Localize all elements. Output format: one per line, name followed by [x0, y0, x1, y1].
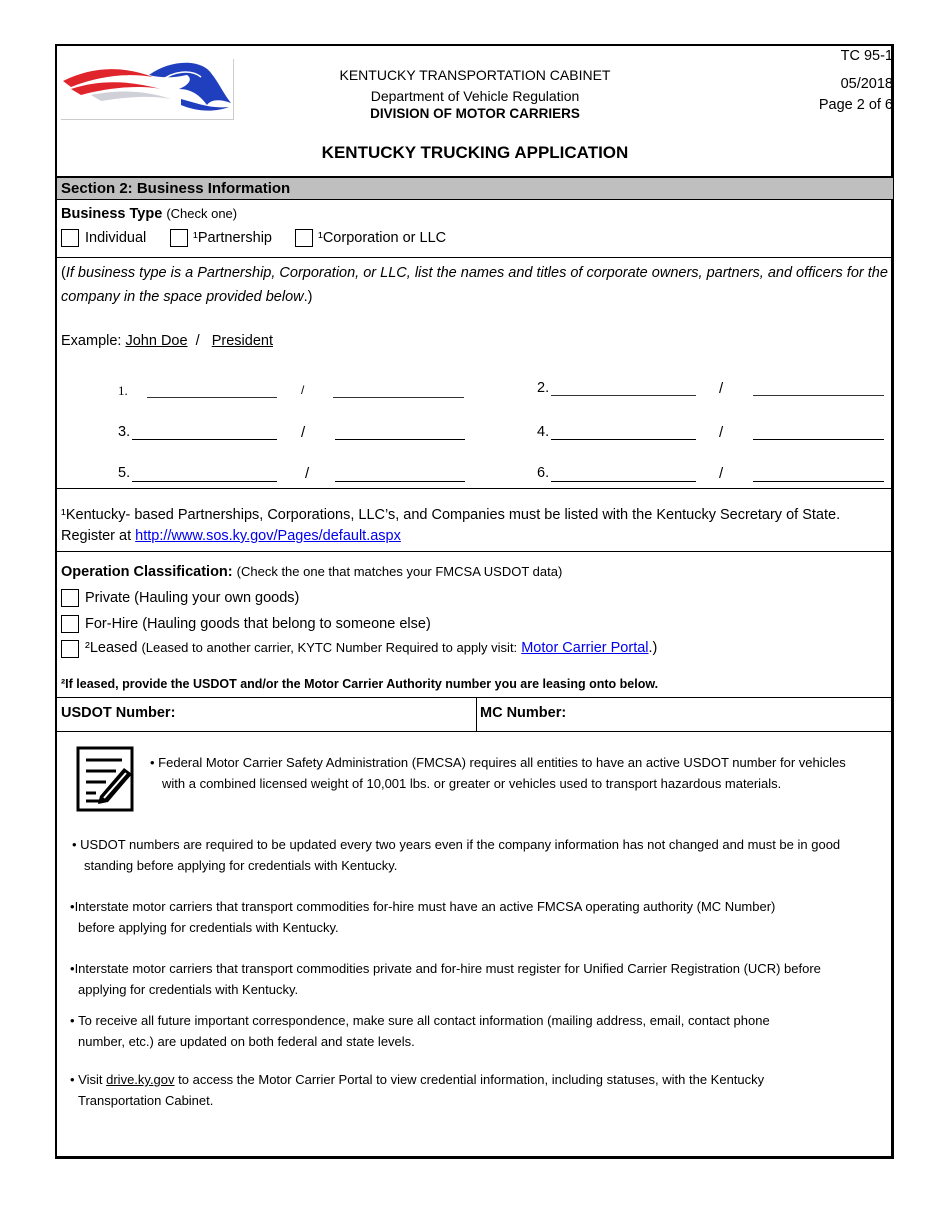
owner-1-title-field[interactable]: [333, 397, 464, 398]
owner-2-slash: /: [719, 380, 724, 397]
note-pencil-icon: [76, 746, 134, 812]
leased-label: ²Leased (Leased to another carrier, KYTC Number Required to apply visit: Motor Carrier Portal.): [85, 640, 658, 656]
owner-2-title-field[interactable]: [753, 395, 884, 396]
business-type-label: Business Type (Check one): [61, 206, 238, 222]
divider: [57, 488, 893, 489]
note-ucr: •Interstate motor carriers that transport commodities private and for-hire must register for Unified Carrier Registration (UCR) before applying for credentials with Kentucky.: [70, 961, 821, 997]
note-interstate-authority: •Interstate motor carriers that transport commodities for-hire must have an active FMCSA operating authority (MC Number) before applying for credentials with Kentucky.: [70, 899, 776, 935]
footnote-2: ²If leased, provide the USDOT and/or the Motor Carrier Authority number you are leasing onto below.: [61, 677, 659, 691]
divider: [476, 697, 477, 731]
note-contact-info: • To receive all future important correspondence, make sure all contact information (mailing address, email, contact phone number, etc.) are updated on both federal and state levels.: [70, 1013, 770, 1049]
owner-5-slash: /: [305, 465, 310, 482]
owner-6-title-field[interactable]: [753, 481, 884, 482]
agency-name: KENTUCKY TRANSPORTATION CABINET: [339, 67, 611, 83]
individual-checkbox[interactable]: [61, 229, 79, 247]
partnership-label: ¹Partnership: [193, 230, 272, 246]
note-fmcsa: • Federal Motor Carrier Safety Administration (FMCSA) requires all entities to have an active USDOT number for vehicles with a combined licensed weight of 10,001 lbs. or greater or vehicles used to transport hazardous materials.: [150, 755, 846, 791]
owner-5-name-field[interactable]: [132, 481, 277, 482]
example-title: President: [211, 333, 273, 349]
motor-carrier-portal-link[interactable]: Motor Carrier Portal: [521, 640, 649, 656]
corporation-llc-checkbox[interactable]: [295, 229, 313, 247]
page-number: Page 2 of 6: [818, 97, 893, 113]
owner-row-2-number: 2.: [537, 380, 550, 396]
owner-instructions: (If business type is a Partnership, Corporation, or LLC, list the names and titles of corporate owners, partners, and officers for the company in the space provided below.): [61, 265, 888, 305]
owner-4-title-field[interactable]: [753, 439, 884, 440]
department-name: Department of Vehicle Regulation: [370, 88, 580, 104]
owner-4-slash: /: [719, 424, 724, 441]
divider: [57, 551, 893, 552]
drive-ky-gov-link[interactable]: drive.ky.gov: [106, 1072, 175, 1087]
footnote-1: ¹Kentucky- based Partnerships, Corporations, LLC’s, and Companies must be listed with the Kentucky Secretary of State. Register at http://www.sos.ky.gov/Pages/default.aspx: [61, 507, 841, 544]
individual-label: Individual: [85, 230, 147, 246]
private-checkbox[interactable]: [61, 589, 79, 607]
owner-3-slash: /: [301, 424, 306, 441]
owner-row-6-number: 6.: [537, 465, 550, 481]
example-name: John Doe: [125, 333, 188, 349]
owner-3-title-field[interactable]: [335, 439, 465, 440]
for-hire-checkbox[interactable]: [61, 615, 79, 633]
corporation-llc-label: ¹Corporation or LLC: [318, 230, 447, 246]
form-title: KENTUCKY TRUCKING APPLICATION: [321, 143, 629, 162]
form-date: 05/2018: [840, 76, 893, 92]
mc-number-field[interactable]: [575, 700, 890, 728]
owner-6-slash: /: [719, 465, 724, 482]
owner-row-3-number: 3.: [118, 424, 131, 440]
for-hire-label: For-Hire (Hauling goods that belong to someone else): [85, 616, 431, 632]
leased-checkbox[interactable]: [61, 640, 79, 658]
example-line: Example: John Doe / President: [61, 333, 273, 349]
owner-6-name-field[interactable]: [551, 481, 696, 482]
partnership-checkbox[interactable]: [170, 229, 188, 247]
section-2-header: [57, 176, 893, 200]
divider: [57, 731, 893, 732]
divider: [57, 697, 893, 698]
mc-number-label: MC Number:: [480, 705, 567, 721]
divider: [57, 257, 893, 258]
note-visit-portal: • Visit drive.ky.gov to access the Motor Carrier Portal to view credential information, including statuses, with the Kentucky Transportation Cabinet.: [70, 1072, 765, 1108]
owner-1-name-field[interactable]: [147, 397, 277, 398]
owner-2-name-field[interactable]: [551, 395, 696, 396]
division-name: DIVISION OF MOTOR CARRIERS: [370, 106, 580, 121]
owner-5-title-field[interactable]: [335, 481, 465, 482]
private-label: Private (Hauling your own goods): [85, 590, 300, 606]
note-usdot-update: • USDOT numbers are required to be updated every two years even if the company information has not changed and must be in good standing before applying for credentials with Kentucky.: [72, 837, 841, 873]
sos-register-link[interactable]: http://www.sos.ky.gov/Pages/default.aspx: [135, 528, 401, 544]
owner-row-1-number: 1.: [118, 383, 128, 398]
owner-3-name-field[interactable]: [132, 439, 277, 440]
form-number: TC 95-1: [840, 48, 893, 64]
operation-classification-label: Operation Classification: (Check the one that matches your FMCSA USDOT data): [61, 564, 563, 580]
section-2-title: Section 2: Business Information: [61, 180, 291, 197]
usdot-number-label: USDOT Number:: [61, 705, 176, 721]
owner-4-name-field[interactable]: [551, 439, 696, 440]
owner-row-5-number: 5.: [118, 465, 131, 481]
owner-row-4-number: 4.: [537, 424, 550, 440]
usdot-number-field[interactable]: [180, 700, 470, 728]
owner-1-slash: /: [301, 383, 305, 397]
